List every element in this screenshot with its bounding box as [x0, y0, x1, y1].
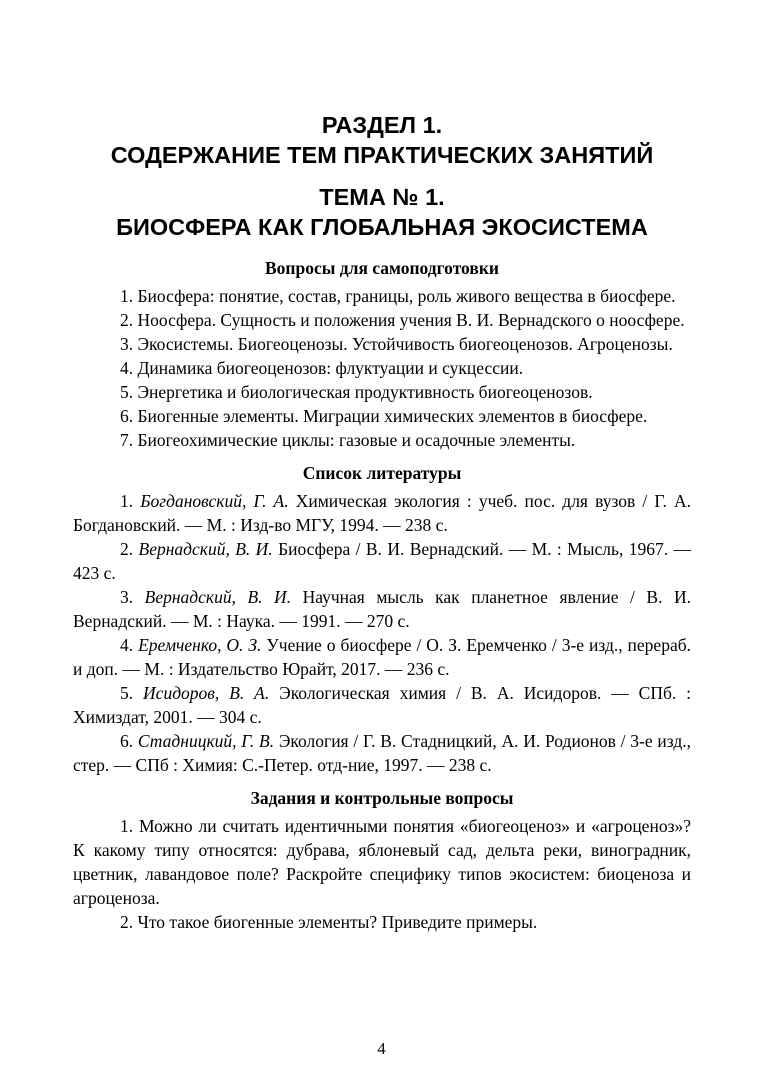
reference-author: Вернадский, В. И.	[144, 587, 292, 607]
self-study-list	[73, 284, 691, 452]
self-study-heading: Вопросы для самоподготовки	[265, 258, 499, 278]
topic-title-line-2: БИОСФЕРА КАК ГЛОБАЛЬНАЯ ЭКОСИСТЕМА	[116, 214, 648, 240]
reference-item	[73, 489, 691, 537]
list-item: 7. Биогеохимические циклы: газовые и осадочные элементы.	[120, 430, 576, 450]
reference-number: 3.	[120, 587, 145, 607]
reference-number: 6.	[120, 731, 138, 751]
reference-text: Научная мысль как планетное явление / В. И. Вернадский. — М. : Наука. — 1991. — 270 с.	[73, 587, 691, 631]
list-item: 3. Экосистемы. Биогеоценозы. Устойчивость биогеоценозов. Агроценозы.	[120, 334, 673, 354]
reference-number: 4.	[120, 635, 139, 655]
list-item: 2. Что такое биогенные элементы? Приведите примеры.	[120, 912, 538, 932]
list-item: 4. Динамика биогеоценозов: флуктуации и сукцессии.	[120, 358, 524, 378]
reference-item	[73, 681, 691, 729]
reference-number: 2.	[120, 539, 139, 559]
reference-author: Исидоров, В. А.	[143, 683, 270, 703]
reference-number: 1.	[120, 491, 141, 511]
reference-item	[73, 585, 691, 633]
reference-text: Биосфера / В. И. Вернадский. — М. : Мысль, 1967. — 423 с.	[73, 539, 691, 583]
topic-title-line-1: ТЕМА № 1.	[319, 184, 445, 210]
reference-author: Богдановский, Г. А.	[140, 491, 289, 511]
page-number: 4	[377, 1039, 386, 1058]
reference-text: Экологическая химия / В. А. Исидоров. — СПб. : Химиздат, 2001. — 304 с.	[73, 683, 692, 727]
reference-item	[73, 633, 691, 681]
reference-text: Химическая экология : учеб. пос. для вузов / Г. А. Богдановский. — М. : Изд-во МГУ, 1994. — 238 с.	[73, 491, 691, 535]
list-item: 1. Биосфера: понятие, состав, границы, роль живого вещества в биосфере.	[120, 286, 676, 306]
reference-number: 5.	[120, 683, 144, 703]
section-title-line-2: СОДЕРЖАНИЕ ТЕМ ПРАКТИЧЕСКИХ ЗАНЯТИЙ	[110, 142, 654, 168]
reference-text: Экология / Г. В. Стадницкий, А. И. Родионов / 3-е изд., стер. — СПб : Химия: С.-Петер. отд-ние, 1997. — 238 с.	[73, 731, 692, 775]
reference-author: Стадницкий, Г. В.	[137, 731, 275, 751]
list-item: 6. Биогенные элементы. Миграции химических элементов в биосфере.	[120, 406, 648, 426]
reference-author: Еремченко, О. З.	[138, 635, 262, 655]
tasks-heading: Задания и контрольные вопросы	[250, 788, 514, 808]
reference-item	[73, 729, 691, 777]
literature-heading: Список литературы	[302, 463, 462, 483]
reference-text: Учение о биосфере / О. З. Еремченко / 3-е изд., перераб. и доп. — М. : Издательство Юрайт, 2017. — 236 с.	[73, 635, 692, 679]
section-title	[73, 110, 691, 170]
literature-list	[73, 489, 691, 777]
page-body	[73, 110, 691, 943]
reference-item	[73, 537, 691, 585]
list-item: 5. Энергетика и биологическая продуктивность биогеоценозов.	[120, 382, 593, 402]
list-item: 2. Ноосфера. Сущность и положения учения В. И. Вернадского о ноосфере.	[120, 310, 685, 330]
list-item: 1. Можно ли считать идентичными понятия «биогеоценоз» и «агроценоз»? К какому типу относятся: дубрава, яблоневый сад, дельта реки, виноградник, цветник, лавандовое поле? Раскройте специфику типов экосистем: биоценоза и агроценоза.	[73, 816, 691, 908]
topic-title	[73, 182, 691, 242]
tasks-list	[73, 814, 691, 934]
section-title-line-1: РАЗДЕЛ 1.	[321, 112, 443, 138]
reference-author: Вернадский, В. И.	[138, 539, 273, 559]
